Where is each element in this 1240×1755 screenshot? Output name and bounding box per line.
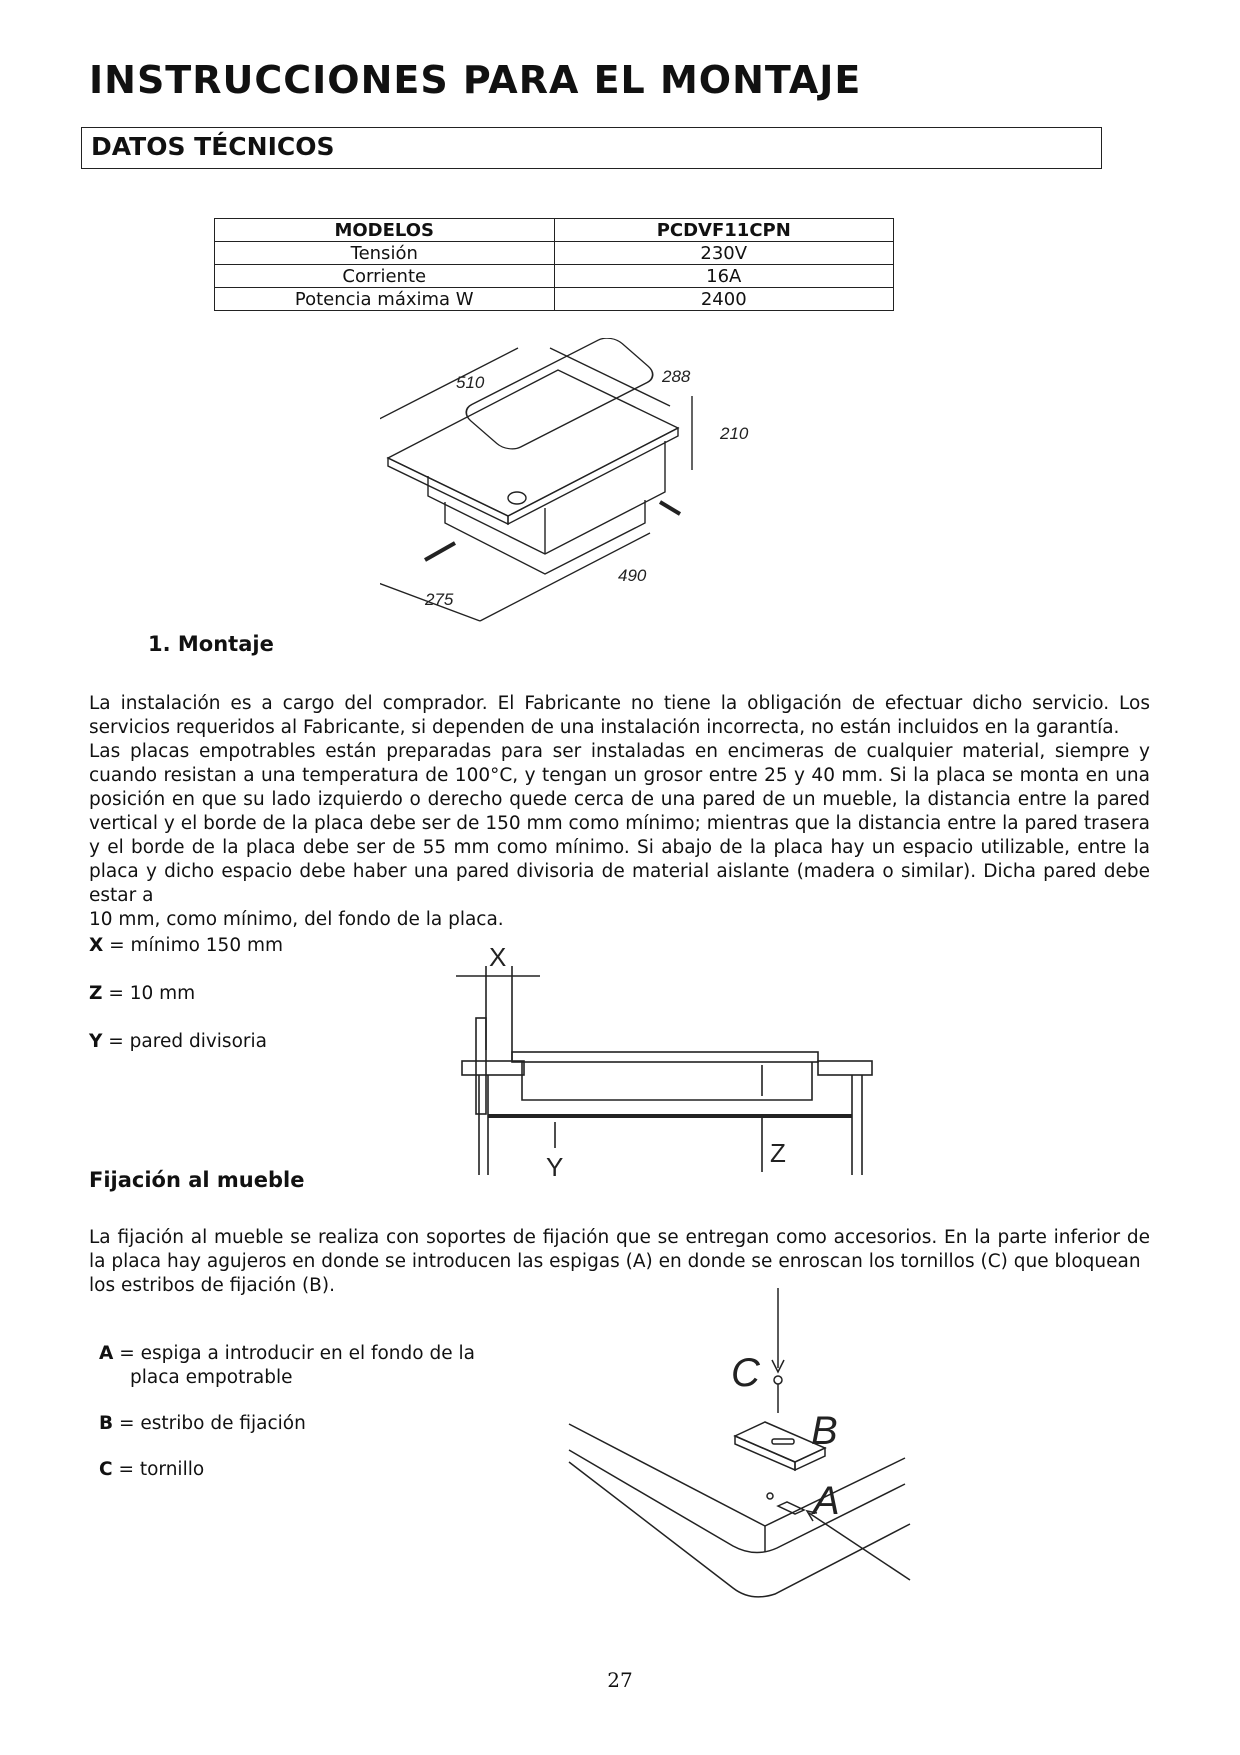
knob <box>508 492 526 504</box>
part-text: = espiga a introducir en el fondo de la <box>119 1343 475 1364</box>
table-cell: Tensión <box>215 242 555 265</box>
dim-label-490: 490 <box>618 566 647 585</box>
table-cell: 2400 <box>554 288 894 311</box>
clearance-key: Z <box>89 983 103 1004</box>
hob-body <box>428 441 665 554</box>
dim-label-210: 210 <box>720 424 749 443</box>
part-text: = tornillo <box>118 1459 205 1480</box>
clearance-z <box>89 982 195 1006</box>
montaje-paragraph-2-last-line: 10 mm, como mínimo, del fondo de la placa. <box>89 909 504 930</box>
label-x: X <box>489 942 507 972</box>
table-row <box>215 288 894 311</box>
table-header-cell: MODELOS <box>215 219 555 242</box>
clearance-diagram <box>452 940 882 1180</box>
table-row <box>215 265 894 288</box>
part-b <box>99 1412 306 1436</box>
pin-arrow <box>809 1513 910 1580</box>
divider-panel <box>488 1114 852 1118</box>
dim-label-288: 288 <box>662 367 691 386</box>
spec-table <box>214 218 894 311</box>
clearance-key: Y <box>89 1031 103 1052</box>
dim-label-275: 275 <box>425 590 454 609</box>
label-a: A <box>813 1479 840 1523</box>
clearance-x <box>89 934 283 958</box>
label-c: C <box>731 1351 760 1395</box>
pin-hole <box>767 1493 773 1499</box>
fijacion-paragraph-text: La fijación al mueble se realiza con soportes de fijación que se entregan como accesorios. En la parte inferior de la placa hay agujeros en donde se introducen las espigas (A) en donde se enroscan los tornillos (C) que bloquean <box>89 1227 1150 1272</box>
table-cell: Corriente <box>215 265 555 288</box>
table-cell: 230V <box>554 242 894 265</box>
section-title: DATOS TÉCNICOS <box>91 132 335 161</box>
fijacion-heading: Fijación al mueble <box>89 1168 305 1192</box>
table-cell: 16A <box>554 265 894 288</box>
pin <box>778 1502 804 1514</box>
fixing-diagram <box>565 1288 925 1613</box>
part-a <box>99 1342 475 1390</box>
montaje-paragraph-1 <box>89 692 1150 740</box>
label-b: B <box>811 1409 838 1453</box>
fijacion-paragraph-last-line: los estribos de fijación (B). <box>89 1275 335 1296</box>
dim-label-510: 510 <box>456 373 485 392</box>
clearance-key: X <box>89 935 104 956</box>
table-cell: Potencia máxima W <box>215 288 555 311</box>
label-y: Y <box>546 1152 564 1180</box>
part-text-continued: placa empotrable <box>130 1367 293 1388</box>
part-key: B <box>99 1413 114 1434</box>
clearance-y <box>89 1030 267 1054</box>
section-header-box <box>81 127 1102 169</box>
table-header-row <box>215 219 894 242</box>
table-header-cell: PCDVF11CPN <box>554 219 894 242</box>
hob-glass <box>512 1052 818 1062</box>
hatch-left <box>425 543 455 560</box>
hob-body <box>522 1062 812 1100</box>
dimension-diagram <box>380 338 760 638</box>
montaje-heading: 1. Montaje <box>148 632 274 656</box>
montaje-paragraph-1-text: La instalación es a cargo del comprador. El Fabricante no tiene la obligación de efectuar dicho servicio. Los servicios requeridos al Fabricante, si dependen de una instalación incorrecta, no están incluidos en la garantía. <box>89 693 1150 738</box>
hob-top-edge <box>388 458 508 524</box>
worktop-right <box>818 1061 872 1075</box>
page-number: 27 <box>607 1668 633 1692</box>
bracket-side <box>735 1436 795 1470</box>
montaje-paragraph-2 <box>89 740 1150 932</box>
cooking-zone <box>459 338 659 453</box>
table-row <box>215 242 894 265</box>
side-wall <box>476 1018 486 1114</box>
worktop-left <box>462 1061 524 1075</box>
bracket-slot <box>772 1439 794 1444</box>
part-key: A <box>99 1343 114 1364</box>
part-c <box>99 1458 204 1482</box>
hatch-right <box>660 502 680 514</box>
part-text: = estribo de fijación <box>119 1413 306 1434</box>
clearance-text: = pared divisoria <box>108 1031 267 1052</box>
clearance-text: = 10 mm <box>108 983 196 1004</box>
montaje-paragraph-2-text: Las placas empotrables están preparadas para ser instaladas en encimeras de cualquier material, siempre y cuando resistan a una temperatura de 100°C, y tengan un grosor entre 25 y 40 mm. Si la placa se monta en una posición en que su lado izquierdo o derecho quede cerca de una pared de un mueble, la distancia entre la pared vertical y el borde de la placa debe ser de 150 mm como mínimo; mientras que la distancia entre la pared trasera y el borde de la placa debe ser de 55 mm como mínimo. Si abajo de la placa hay un espacio utilizable, entre la placa y dicho espacio debe haber una pared divisoria de material aislante (madera o similar). Dicha pared debe estar a <box>89 741 1150 906</box>
part-key: C <box>99 1459 113 1480</box>
page-title: INSTRUCCIONES PARA EL MONTAJE <box>89 58 862 102</box>
clearance-text: = mínimo 150 mm <box>109 935 284 956</box>
label-z: Z <box>770 1138 786 1168</box>
screw-head <box>774 1376 782 1384</box>
hob-bottom-edge <box>569 1462 910 1597</box>
hob-top-edge-right <box>508 428 678 524</box>
